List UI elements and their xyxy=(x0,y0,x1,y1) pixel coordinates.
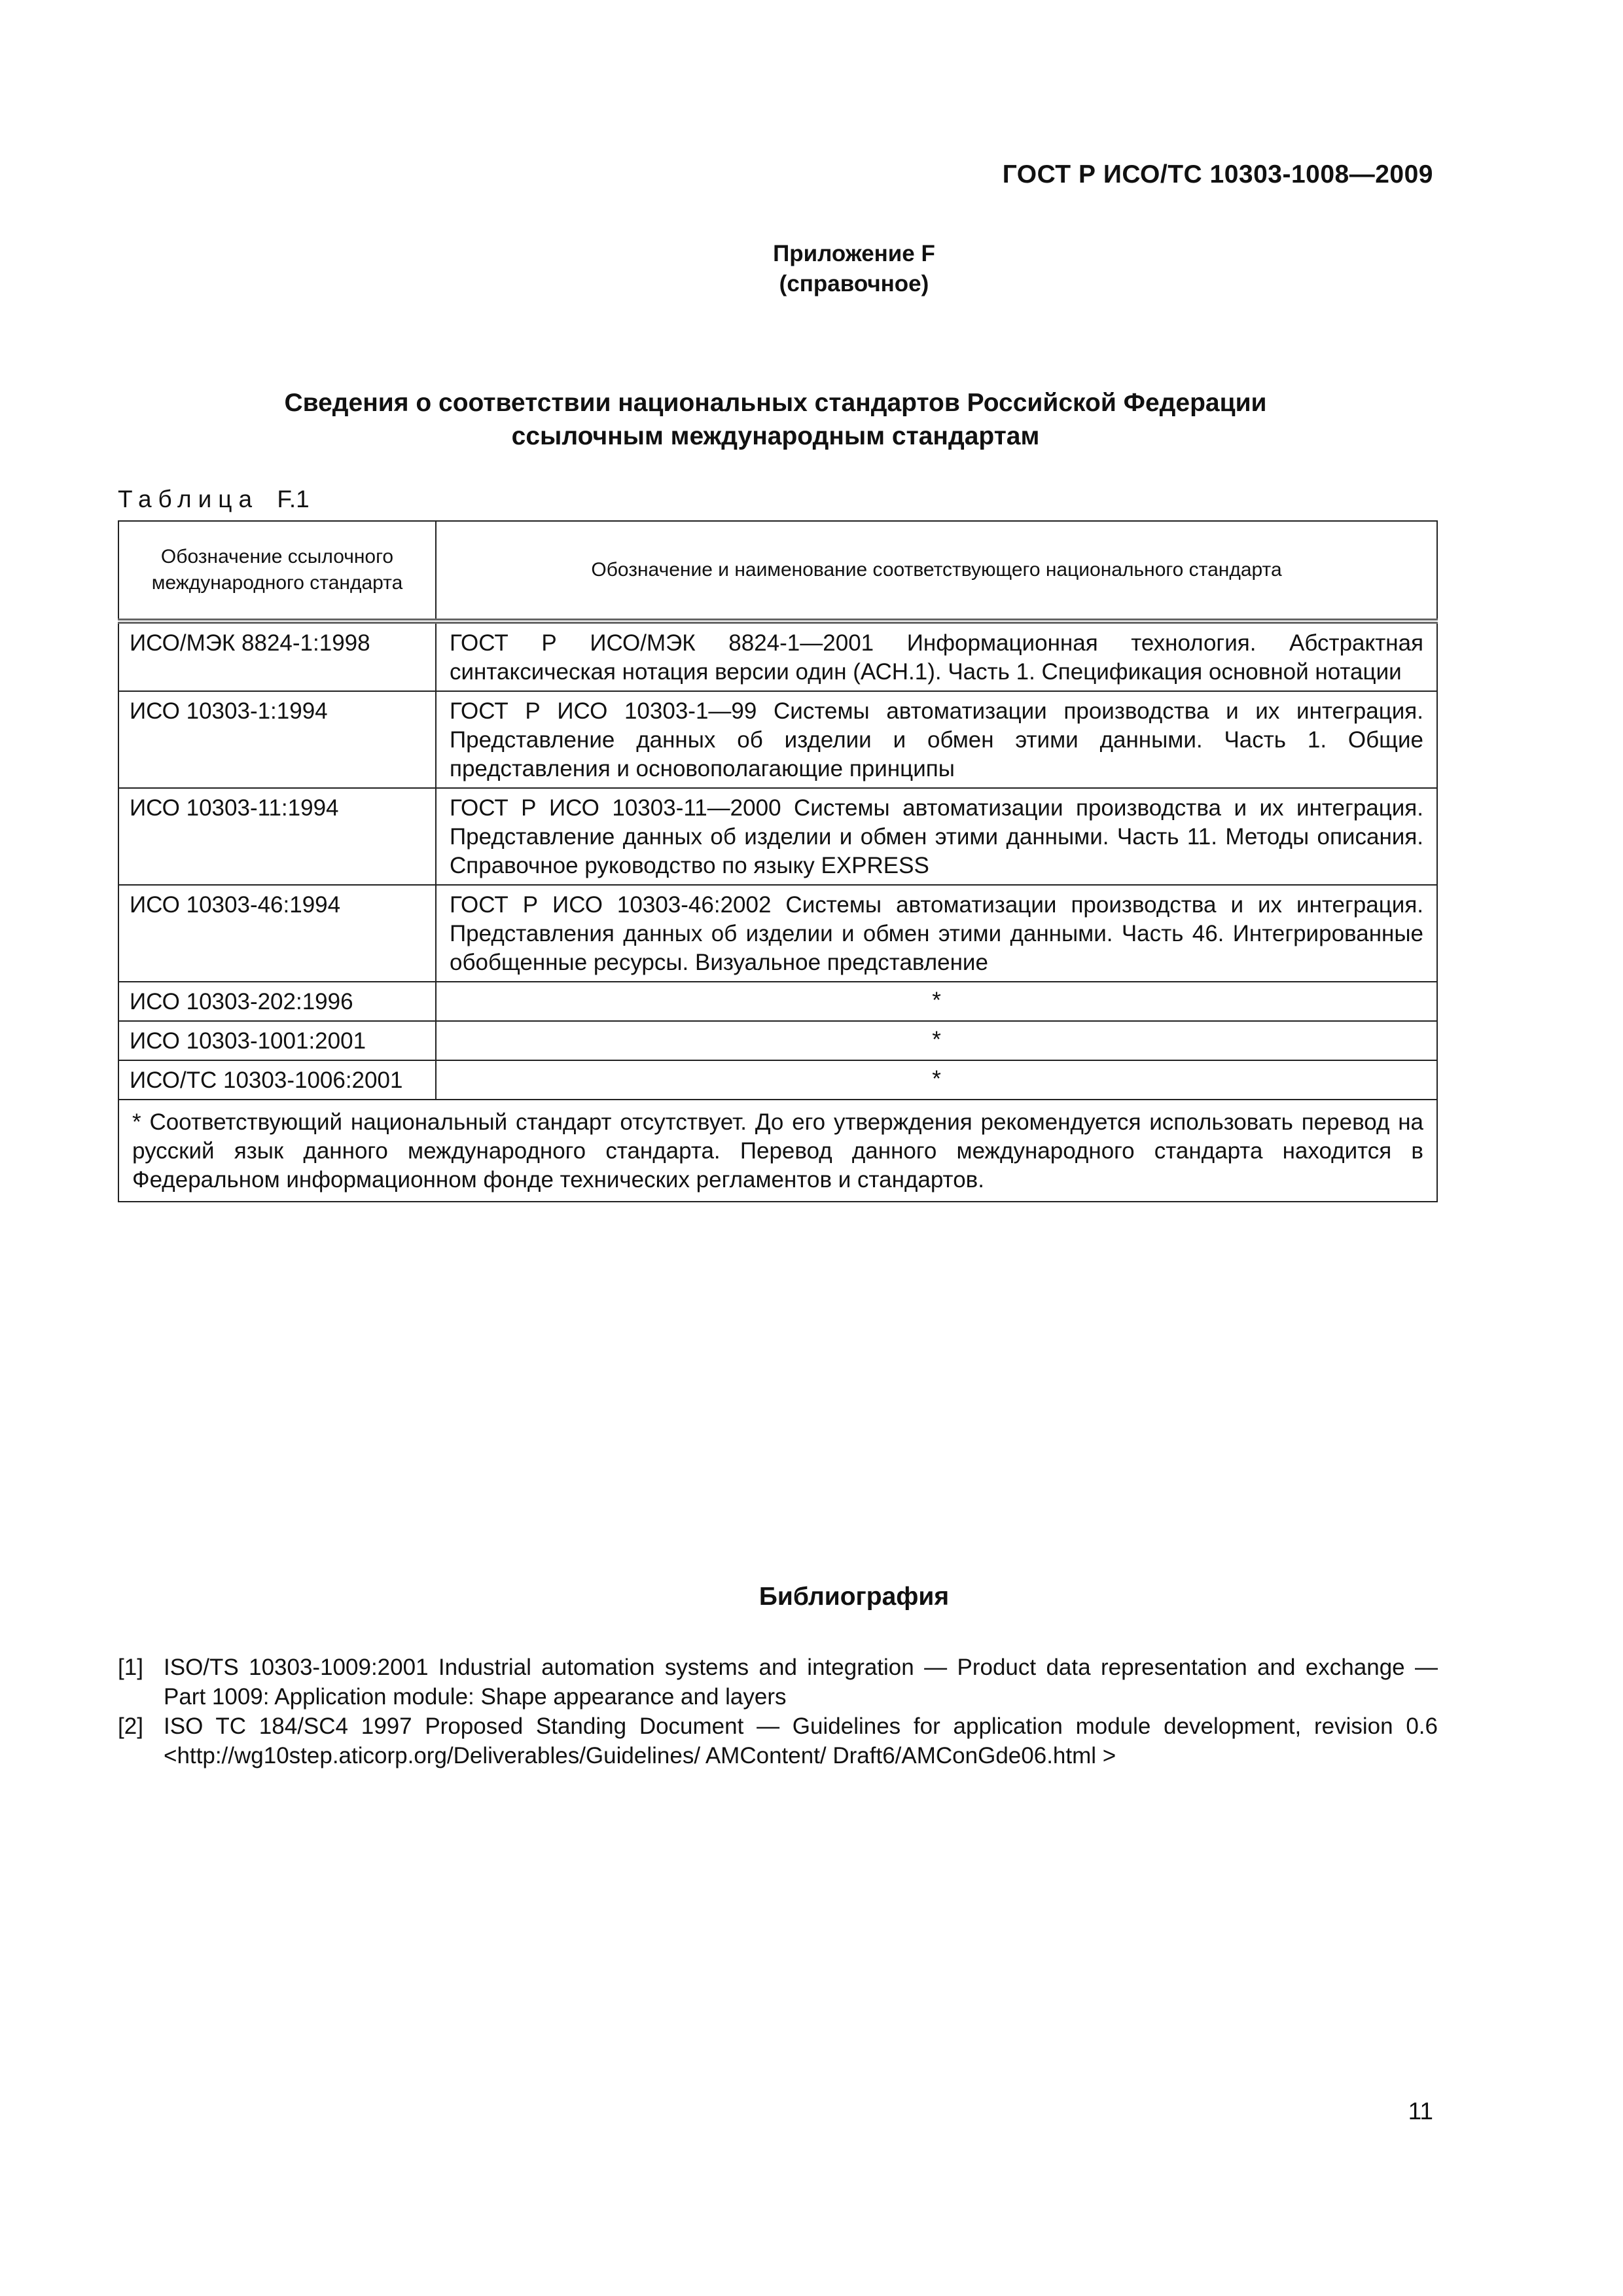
section-title xyxy=(118,386,1433,453)
national-standard-cell: * xyxy=(436,982,1437,1021)
national-standard-cell: * xyxy=(436,1060,1437,1100)
table-row xyxy=(118,691,1437,788)
bibliography-title-text: Библиография xyxy=(758,1583,950,1611)
intl-standard-cell: ИСО 10303-11:1994 xyxy=(118,788,436,885)
document-code: ГОСТ Р ИСО/ТС 10303-1008—2009 xyxy=(1002,160,1433,188)
header-national-standard: Обозначение и наименование соответствующего национального стандарта xyxy=(436,521,1437,621)
section-title-line1: Сведения о соответствии национальных стандартов Российской Федерации xyxy=(284,389,1267,417)
table-row xyxy=(118,1021,1437,1060)
table-row xyxy=(118,788,1437,885)
intl-standard-cell: ИСО 10303-46:1994 xyxy=(118,885,436,982)
appendix-title: Приложение F xyxy=(773,241,935,266)
national-standard-cell: * xyxy=(436,1021,1437,1060)
intl-standard-cell: ИСО/ТС 10303-1006:2001 xyxy=(118,1060,436,1100)
page-number: 11 xyxy=(1408,2098,1433,2125)
bibliography-text: ISO/TS 10303-1009:2001 Industrial automation systems and integration — Product data representation and exchange — Part 1009: Application module: Shape appearance and layers xyxy=(164,1655,1438,1710)
bibliography-title xyxy=(0,1583,1623,1611)
table-caption-number: F.1 xyxy=(277,486,310,512)
intl-standard-cell: ИСО 10303-202:1996 xyxy=(118,982,436,1021)
appendix-heading xyxy=(0,239,1623,299)
appendix-type: (справочное) xyxy=(779,271,929,296)
national-standard-cell: ГОСТ Р ИСО 10303-1—99 Системы автоматизации производства и их интеграция. Представление данных об изделии и обмен этими данными. Часть 1. Общие представления и основополагающие принципы xyxy=(436,691,1437,788)
conformity-table xyxy=(118,520,1438,1202)
intl-standard-cell: ИСО/МЭК 8824-1:1998 xyxy=(118,621,436,691)
table-row xyxy=(118,885,1437,982)
intl-standard-cell: ИСО 10303-1001:2001 xyxy=(118,1021,436,1060)
bibliography-item xyxy=(118,1653,1438,1712)
table-header-row xyxy=(118,521,1437,621)
bibliography-ref: [2] xyxy=(118,1713,143,1739)
table-row xyxy=(118,982,1437,1021)
table-footnote-row xyxy=(118,1100,1437,1202)
bibliography-text: ISO TC 184/SC4 1997 Proposed Standing Document — Guidelines for application module development, revision 0.6 <http://wg10step.aticorp.org/Deliverables/Guidelines/ AMContent/ Draft6/AMConGde06.html > xyxy=(164,1713,1438,1768)
table-caption-word: Таблица xyxy=(118,486,259,512)
intl-standard-cell: ИСО 10303-1:1994 xyxy=(118,691,436,788)
table-row xyxy=(118,621,1437,691)
table-caption xyxy=(118,486,310,513)
section-title-line2: ссылочным международным стандартам xyxy=(511,422,1040,450)
national-standard-cell: ГОСТ Р ИСО/МЭК 8824-1—2001 Информационная технология. Абстрактная синтаксическая нотация версии один (АСН.1). Часть 1. Спецификация основной нотации xyxy=(436,621,1437,691)
national-standard-cell: ГОСТ Р ИСО 10303-46:2002 Системы автоматизации производства и их интеграция. Представления данных об изделии и обмен этими данными. Часть 46. Интегрированные обобщенные ресурсы. Визуальное представление xyxy=(436,885,1437,982)
bibliography-list xyxy=(118,1653,1438,1770)
header-intl-standard: Обозначение ссылочного международного стандарта xyxy=(118,521,436,621)
national-standard-cell: ГОСТ Р ИСО 10303-11—2000 Системы автоматизации производства и их интеграция. Представление данных об изделии и обмен этими данными. Часть 11. Методы описания. Справочное руководство по языку EXPRESS xyxy=(436,788,1437,885)
table-row xyxy=(118,1060,1437,1100)
bibliography-ref: [1] xyxy=(118,1655,143,1680)
bibliography-item xyxy=(118,1712,1438,1770)
table-footnote: * Соответствующий национальный стандарт отсутствует. До его утверждения рекомендуется использовать перевод на русский язык данного международного стандарта. Перевод данного международного стандарта находится в Федеральном информационном фонде технических регламентов и стандартов. xyxy=(118,1100,1437,1202)
